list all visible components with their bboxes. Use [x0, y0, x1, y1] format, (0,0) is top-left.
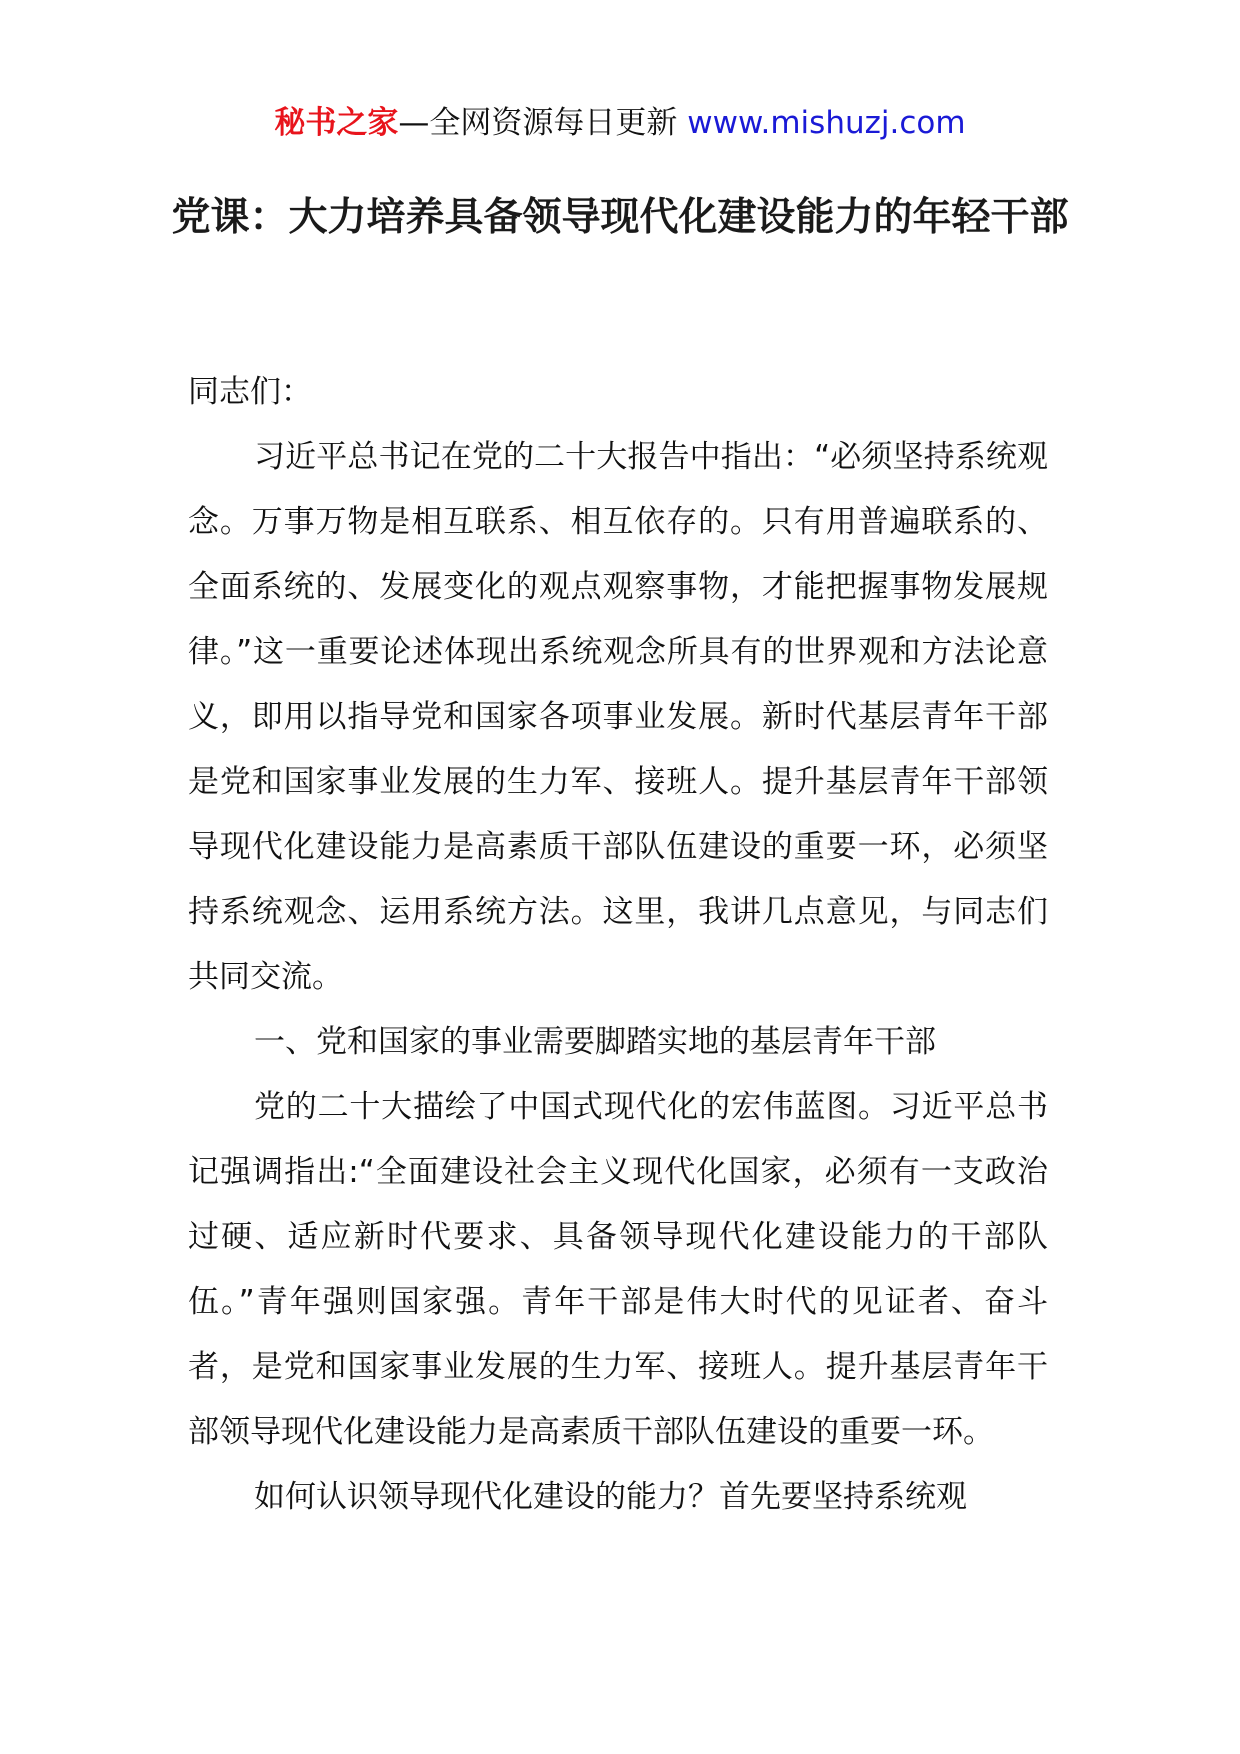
site-header — [0, 100, 1240, 146]
document-body — [188, 360, 1048, 1530]
site-brand: 秘书之家 — [274, 105, 399, 141]
paragraph-intro: 习近平总书记在党的二十大报告中指出：“必须坚持系统观念。万事万物是相互联系、相互依存的。只有用普遍联系的、全面系统的、发展变化的观点观察事物，才能把握事物发展规律。”这一重要论述体现出系统观念所具有的世界观和方法论意义，即用以指导党和国家各项事业发展。新时代基层青年干部是党和国家事业发展的生力军、接班人。提升基层青年干部领导现代化建设能力是高素质干部队伍建设的重要一环，必须坚持系统观念、运用系统方法。这里，我讲几点意见，与同志们共同交流。 — [188, 439, 1048, 995]
salutation: 同志们： — [188, 374, 312, 410]
section-heading-1: 一、党和国家的事业需要脚踏实地的基层青年干部 — [254, 1024, 936, 1060]
site-url[interactable]: www.mishuzj.com — [687, 105, 966, 141]
paragraph-continued: 如何认识领导现代化建设的能力？首先要坚持系统观 — [254, 1479, 967, 1515]
site-tagline: —全网资源每日更新 — [398, 105, 678, 141]
paragraph-section-1: 党的二十大描绘了中国式现代化的宏伟蓝图。习近平总书记强调指出:“全面建设社会主义现代化国家，必须有一支政治过硬、适应新时代要求、具备领导现代化建设能力的干部队伍。”青年强则国家强。青年干部是伟大时代的见证者、奋斗者，是党和国家事业发展的生力军、接班人。提升基层青年干部领导现代化建设能力是高素质干部队伍建设的重要一环。 — [188, 1089, 1048, 1450]
document-title: 党课：大力培养具备领导现代化建设能力的年轻干部 — [171, 195, 1069, 241]
